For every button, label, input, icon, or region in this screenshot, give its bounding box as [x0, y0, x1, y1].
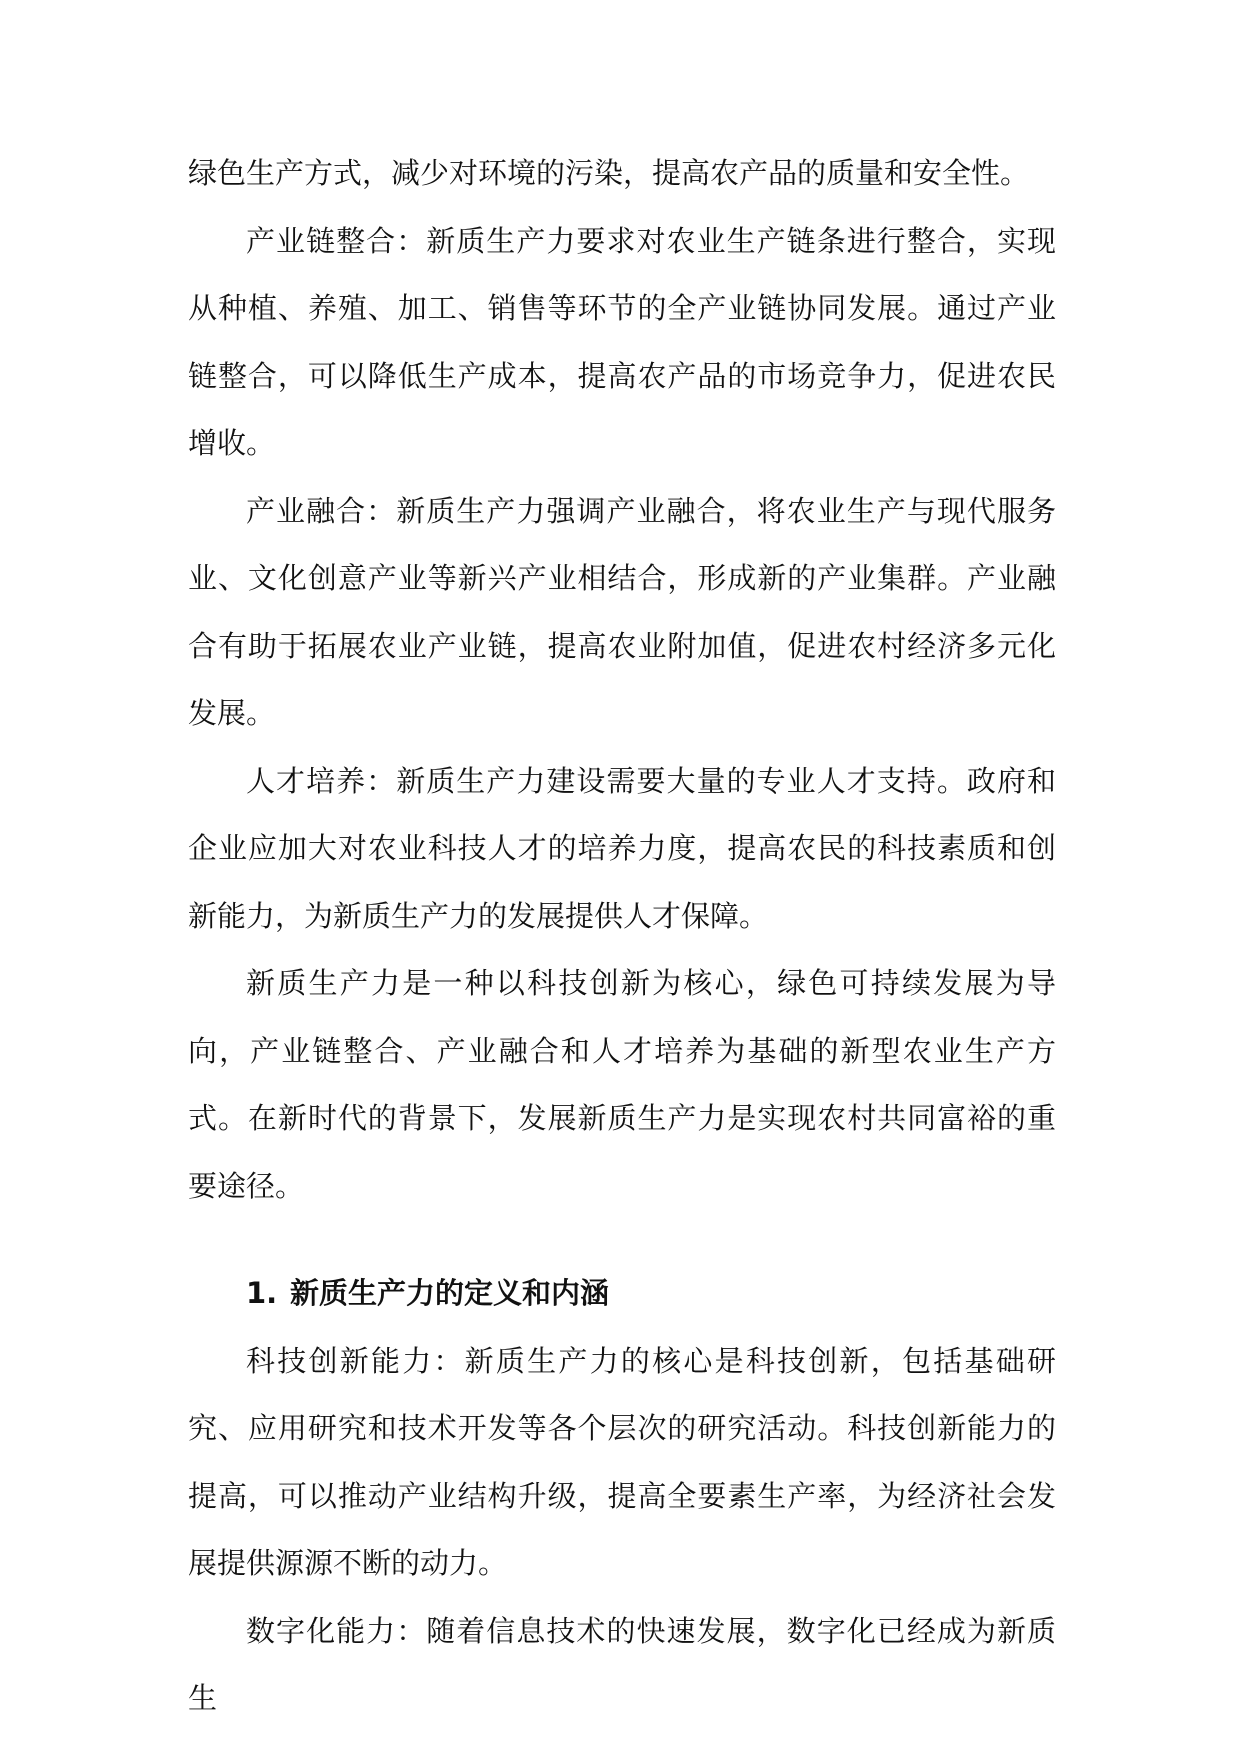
section-heading-number: 1. — [246, 1276, 278, 1310]
paragraph-industry-fusion: 产业融合：新质生产力强调产业融合，将农业生产与现代服务业、文化创意产业等新兴产业相结合，形成新的产业集群。产业融合有助于拓展农业产业链，提高农业附加值，促进农村经济多元化发展。 — [188, 493, 1056, 730]
paragraph-green-production-continued: 绿色生产方式，减少对环境的污染，提高农产品的质量和安全性。 — [188, 156, 1030, 190]
section-heading-title: 新质生产力的定义和内涵 — [290, 1276, 610, 1310]
section-heading — [188, 1260, 1056, 1328]
paragraph-tech-innovation-capability: 科技创新能力：新质生产力的核心是科技创新，包括基础研究、应用研究和技术开发等各个层次的研究活动。科技创新能力的提高，可以推动产业结构升级，提高全要素生产率，为经济社会发展提供源源不断的动力。 — [188, 1343, 1056, 1580]
paragraph-industry-chain-integration: 产业链整合：新质生产力要求对农业生产链条进行整合，实现从种植、养殖、加工、销售等环节的全产业链协同发展。通过产业链整合，可以降低生产成本，提高农产品的市场竞争力，促进农民增收。 — [188, 223, 1056, 460]
paragraph-digital-capability: 数字化能力：随着信息技术的快速发展，数字化已经成为新质生 — [188, 1613, 1056, 1715]
paragraph-summary: 新质生产力是一种以科技创新为核心，绿色可持续发展为导向，产业链整合、产业融合和人才培养为基础的新型农业生产方式。在新时代的背景下，发展新质生产力是实现农村共同富裕的重要途径。 — [188, 966, 1056, 1203]
paragraph-talent-cultivation: 人才培养：新质生产力建设需要大量的专业人才支持。政府和企业应加大对农业科技人才的培养力度，提高农民的科技素质和创新能力，为新质生产力的发展提供人才保障。 — [188, 763, 1056, 933]
document-body — [188, 140, 1056, 1733]
